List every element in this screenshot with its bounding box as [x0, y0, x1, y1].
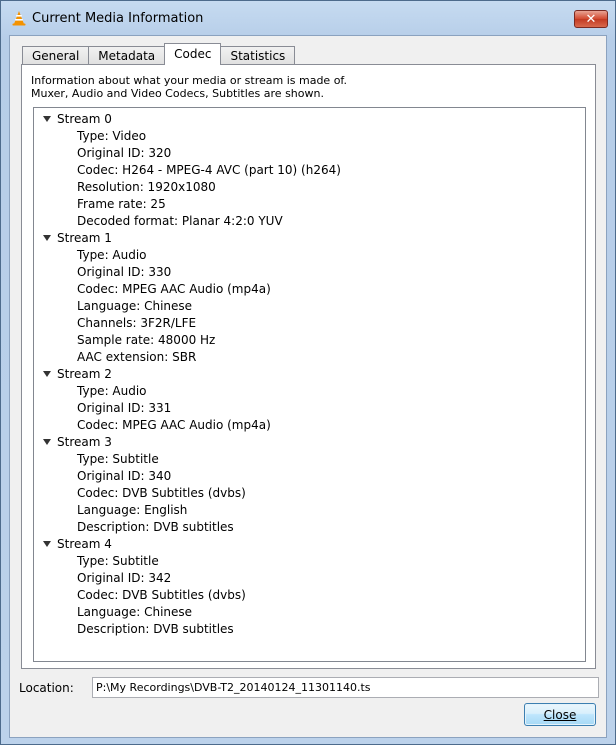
stream-property: Original ID: 342: [77, 571, 172, 585]
title-bar[interactable]: [1, 1, 615, 35]
expand-triangle-icon[interactable]: [43, 371, 51, 377]
stream-name: Stream 0: [57, 112, 112, 126]
stream-property: Codec: DVB Subtitles (dvbs): [77, 588, 246, 602]
window-close-button[interactable]: [574, 10, 608, 28]
stream-tree[interactable]: [33, 107, 586, 662]
stream-property: Language: English: [77, 503, 188, 517]
expand-triangle-icon[interactable]: [43, 541, 51, 547]
stream-property: Original ID: 320: [77, 146, 172, 160]
stream-property: Language: Chinese: [77, 605, 193, 619]
expand-triangle-icon[interactable]: [43, 235, 51, 241]
location-label: Location:: [19, 681, 74, 695]
tab-codec[interactable]: Codec: [164, 43, 221, 65]
tree-stream-node[interactable]: [34, 230, 585, 247]
stream-property: Type: Audio: [77, 384, 147, 398]
stream-property: Channels: 3F2R/LFE: [77, 316, 197, 330]
stream-property: Sample rate: 48000 Hz: [77, 333, 216, 347]
tree-stream-node[interactable]: [34, 366, 585, 383]
stream-property: Original ID: 340: [77, 469, 172, 483]
vlc-cone-icon: [11, 10, 27, 26]
stream-property: Type: Subtitle: [77, 554, 159, 568]
stream-property: Codec: MPEG AAC Audio (mp4a): [77, 282, 271, 296]
close-button[interactable]: Close: [524, 703, 596, 726]
codec-description: Information about what your media or stream is made of. Muxer, Audio and Video Codecs, Subtitles are shown.: [31, 74, 347, 100]
tree-stream-node[interactable]: [34, 111, 585, 128]
stream-property: AAC extension: SBR: [77, 350, 197, 364]
stream-name: Stream 1: [57, 231, 112, 245]
stream-property: Type: Subtitle: [77, 452, 159, 466]
stream-property: Description: DVB subtitles: [77, 520, 234, 534]
window-title: Current Media Information: [32, 11, 204, 26]
tab-bar: [22, 43, 294, 65]
tab-general[interactable]: General: [22, 46, 89, 65]
stream-property: Codec: DVB Subtitles (dvbs): [77, 486, 246, 500]
stream-property: Decoded format: Planar 4:2:0 YUV: [77, 214, 283, 228]
stream-property: Codec: H264 - MPEG-4 AVC (part 10) (h264): [77, 163, 341, 177]
location-field[interactable]: P:\My Recordings\DVB-T2_20140124_11301140.ts: [92, 677, 599, 698]
stream-name: Stream 2: [57, 367, 112, 381]
expand-triangle-icon[interactable]: [43, 439, 51, 445]
close-icon: ✕: [585, 11, 597, 27]
stream-name: Stream 3: [57, 435, 112, 449]
stream-property: Type: Video: [77, 129, 147, 143]
tab-statistics[interactable]: Statistics: [220, 46, 295, 65]
stream-property: Type: Audio: [77, 248, 147, 262]
stream-property: Original ID: 330: [77, 265, 172, 279]
stream-property: Original ID: 331: [77, 401, 172, 415]
dialog-body: [9, 35, 607, 738]
tree-stream-node[interactable]: [34, 536, 585, 553]
tree-stream-node[interactable]: [34, 434, 585, 451]
stream-property: Resolution: 1920x1080: [77, 180, 216, 194]
codec-panel: [21, 64, 596, 669]
stream-property: Description: DVB subtitles: [77, 622, 234, 636]
expand-triangle-icon[interactable]: [43, 116, 51, 122]
stream-property: Frame rate: 25: [77, 197, 166, 211]
stream-property: Codec: MPEG AAC Audio (mp4a): [77, 418, 271, 432]
stream-property: Language: Chinese: [77, 299, 193, 313]
tab-metadata[interactable]: Metadata: [88, 46, 165, 65]
stream-name: Stream 4: [57, 537, 112, 551]
